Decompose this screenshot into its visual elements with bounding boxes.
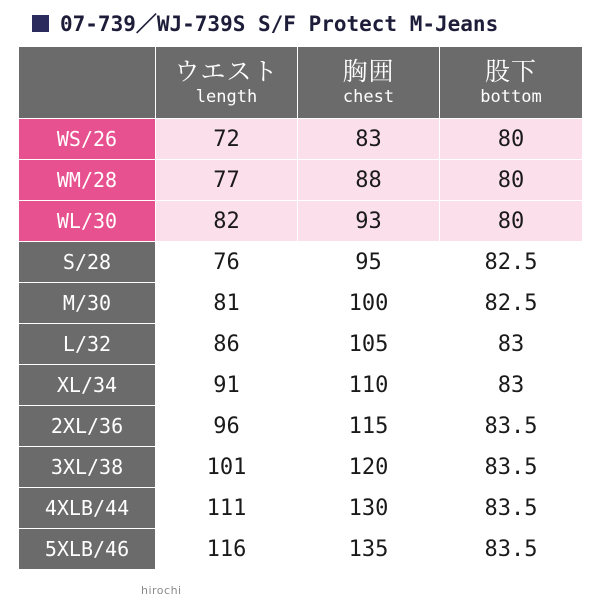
cell-inseam: 80 [440, 201, 583, 242]
cell-waist: 86 [156, 324, 298, 365]
header-label-en: chest [342, 86, 395, 107]
row-label: 2XL/36 [19, 406, 156, 447]
cell-waist: 116 [156, 529, 298, 570]
table-row [19, 447, 583, 488]
cell-chest: 115 [298, 406, 440, 447]
table-row [19, 488, 583, 529]
row-label: L/32 [19, 324, 156, 365]
header-label-en: length [195, 86, 258, 107]
cell-waist: 76 [156, 242, 298, 283]
cell-inseam: 83.5 [440, 488, 583, 529]
cell-chest: 100 [298, 283, 440, 324]
table-row [19, 529, 583, 570]
header-label-jp: 股下 [484, 56, 537, 86]
cell-waist: 111 [156, 488, 298, 529]
header-cell-inseam [440, 47, 583, 119]
table-header-row [19, 47, 583, 119]
cell-inseam: 80 [440, 160, 583, 201]
table-row [19, 242, 583, 283]
cell-chest: 88 [298, 160, 440, 201]
cell-inseam: 80 [440, 119, 583, 160]
row-label: M/30 [19, 283, 156, 324]
watermark: hirochi [141, 584, 182, 597]
cell-inseam: 83 [440, 365, 583, 406]
title-bullet-icon [32, 15, 49, 32]
cell-waist: 101 [156, 447, 298, 488]
cell-inseam: 83 [440, 324, 583, 365]
cell-waist: 81 [156, 283, 298, 324]
row-label: 3XL/38 [19, 447, 156, 488]
row-label: 4XLB/44 [19, 488, 156, 529]
cell-chest: 93 [298, 201, 440, 242]
table-row [19, 201, 583, 242]
page-title-text: 07-739／WJ-739S S/F Protect M-Jeans [60, 12, 499, 36]
table-row [19, 119, 583, 160]
cell-inseam: 82.5 [440, 283, 583, 324]
cell-chest: 83 [298, 119, 440, 160]
row-label: XL/34 [19, 365, 156, 406]
cell-waist: 91 [156, 365, 298, 406]
cell-inseam: 83.5 [440, 529, 583, 570]
cell-inseam: 83.5 [440, 406, 583, 447]
header-label-en: bottom [480, 86, 542, 107]
cell-chest: 130 [298, 488, 440, 529]
cell-inseam: 83.5 [440, 447, 583, 488]
cell-chest: 110 [298, 365, 440, 406]
row-label: WM/28 [19, 160, 156, 201]
cell-chest: 105 [298, 324, 440, 365]
page-title [0, 0, 600, 46]
table-row [19, 160, 583, 201]
header-cell-waist [156, 47, 298, 119]
cell-waist: 96 [156, 406, 298, 447]
header-corner-cell [19, 47, 156, 119]
cell-waist: 82 [156, 201, 298, 242]
header-label-jp: 胸囲 [342, 56, 395, 86]
table-row [19, 324, 583, 365]
cell-waist: 77 [156, 160, 298, 201]
table-row [19, 406, 583, 447]
cell-chest: 135 [298, 529, 440, 570]
cell-chest: 120 [298, 447, 440, 488]
cell-inseam: 82.5 [440, 242, 583, 283]
header-cell-chest [298, 47, 440, 119]
cell-chest: 95 [298, 242, 440, 283]
table-row [19, 283, 583, 324]
cell-waist: 72 [156, 119, 298, 160]
row-label: 5XLB/46 [19, 529, 156, 570]
row-label: WS/26 [19, 119, 156, 160]
header-label-jp: ウエスト [174, 56, 279, 86]
row-label: S/28 [19, 242, 156, 283]
row-label: WL/30 [19, 201, 156, 242]
size-table [18, 46, 583, 570]
table-row [19, 365, 583, 406]
